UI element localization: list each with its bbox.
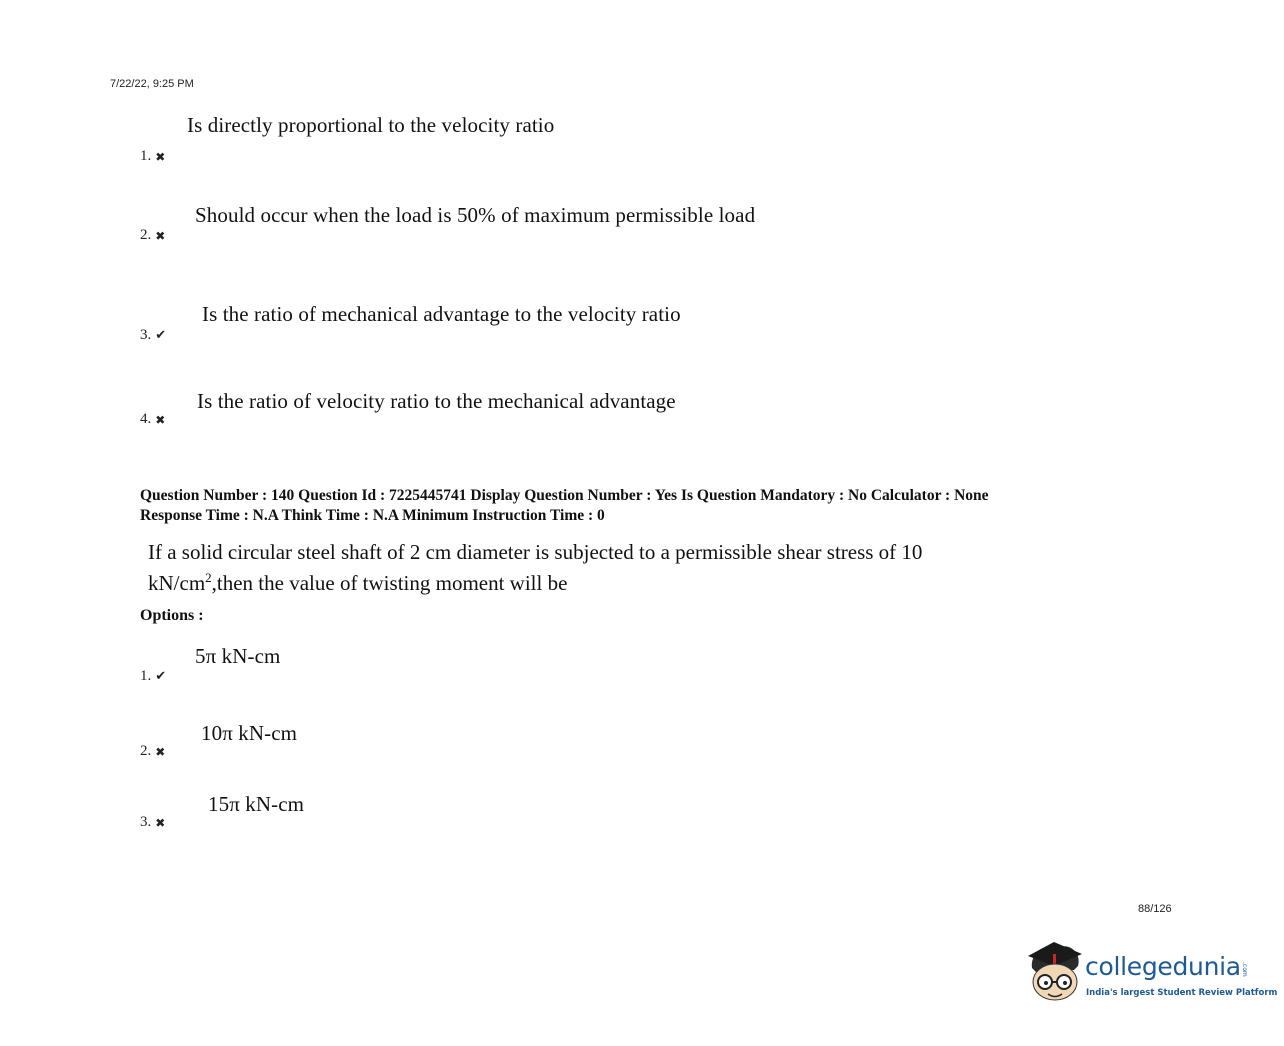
- page-number: 88/126: [1138, 903, 1172, 915]
- cross-icon: ✖: [155, 412, 166, 427]
- question-meta-line-2: Response Time : N.A Think Time : N.A Minimum Instruction Time : 0: [140, 506, 605, 524]
- cross-icon: ✖: [155, 228, 166, 243]
- prev-option-2-number: [140, 227, 165, 244]
- cross-icon: ✖: [155, 815, 166, 830]
- option-2-number: [140, 743, 165, 760]
- prev-option-2-label: 2.: [140, 227, 152, 243]
- option-3-label: 3.: [140, 814, 152, 830]
- option-1-number: [140, 668, 166, 685]
- options-label: Options :: [140, 607, 204, 624]
- logo-wordmark: collegedunia: [1085, 952, 1241, 981]
- option-1-text: 5π kN-cm: [195, 644, 281, 668]
- option-3-text: 15π kN-cm: [208, 792, 305, 816]
- logo-domain-suffix: .com: [1241, 962, 1248, 977]
- cross-icon: ✖: [155, 744, 166, 759]
- prev-option-4-text: Is the ratio of velocity ratio to the mechanical advantage: [197, 389, 676, 413]
- option-3-number: [140, 814, 165, 831]
- option-1-label: 1.: [140, 668, 152, 684]
- question-text-line-2: [148, 568, 1048, 599]
- question-unit-exponent: 2: [205, 570, 212, 585]
- question-text-line-1: If a solid circular steel shaft of 2 cm diameter is subjected to a permissible shear stress of 10: [148, 540, 923, 564]
- prev-option-1-number: [140, 148, 165, 165]
- collegedunia-logo: [1024, 938, 1278, 1008]
- prev-option-4-number: [140, 411, 165, 428]
- option-2-text: 10π kN-cm: [201, 721, 298, 745]
- check-icon: ✔: [155, 328, 167, 343]
- option-2-label: 2.: [140, 743, 152, 759]
- prev-option-3-label: 3.: [140, 327, 152, 343]
- print-timestamp: 7/22/22, 9:25 PM: [110, 78, 194, 90]
- question-text: [148, 537, 1048, 599]
- prev-option-3-text: Is the ratio of mechanical advantage to the velocity ratio: [202, 302, 681, 326]
- prev-option-3-number: [140, 327, 166, 344]
- question-unit: kN/cm: [148, 571, 206, 595]
- prev-option-4-label: 4.: [140, 411, 152, 427]
- question-meta-line-1: Question Number : 140 Question Id : 7225445741 Display Question Number : Yes Is Question Mandatory : No Calculator : None: [140, 487, 989, 504]
- mascot-icon: [1024, 938, 1086, 1008]
- prev-option-1-label: 1.: [140, 148, 152, 164]
- question-text-tail: ,then the value of twisting moment will be: [211, 571, 568, 595]
- prev-option-1-text: Is directly proportional to the velocity ratio: [187, 113, 555, 137]
- logo-tagline: India's largest Student Review Platform: [1086, 988, 1278, 998]
- question-meta: [140, 486, 1140, 525]
- check-icon: ✔: [155, 669, 167, 684]
- prev-option-2-text: Should occur when the load is 50% of maximum permissible load: [195, 203, 756, 227]
- cross-icon: ✖: [155, 149, 166, 164]
